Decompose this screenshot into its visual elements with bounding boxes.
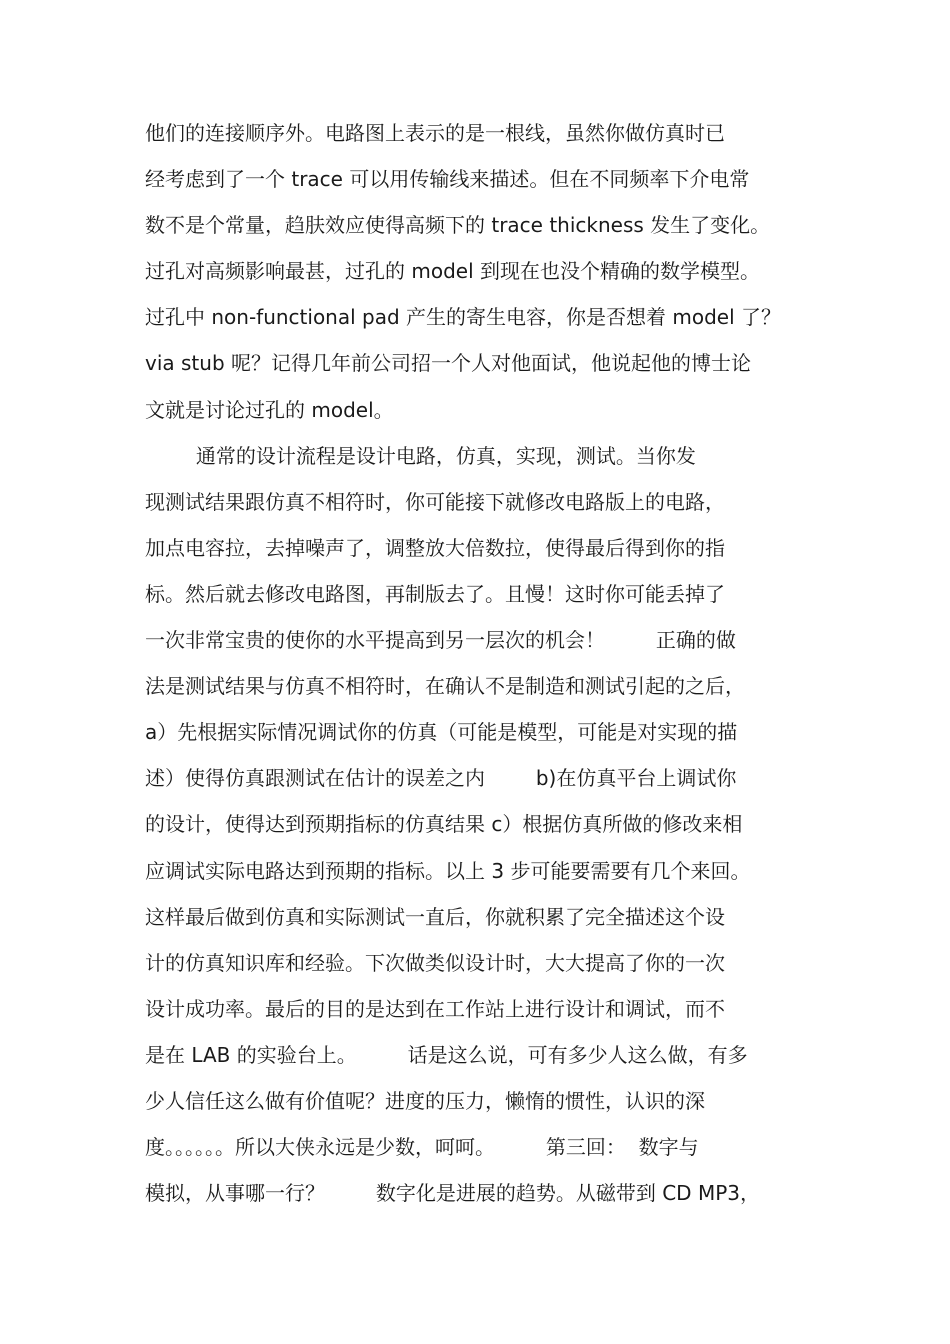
text-line: 过孔中 non-functional pad 产生的寄生电容，你是否想着 model 了？: [145, 305, 782, 330]
text-line: 是在 LAB 的实验台上。 话是这么说，可有多少人这么做，有多: [145, 1042, 748, 1067]
text-line: 他们的连接顺序外。电路图上表示的是一根线，虽然你做仿真时已: [145, 121, 725, 145]
text-line: 过孔对高频影响最甚，过孔的 model 到现在也没个精确的数学模型。: [145, 259, 760, 284]
text-line: 少人信任这么做有价值呢？进度的压力，懒惰的惯性，认识的深: [145, 1088, 705, 1113]
text-line: via stub 呢？记得几年前公司招一个人对他面试，他说起他的博士论: [145, 351, 751, 376]
text-line: 的设计，使得达到预期指标的仿真结果 c）根据仿真所做的修改来相: [145, 812, 743, 837]
text-line: 应调试实际电路达到预期的指标。以上 3 步可能要需要有几个来回。: [145, 858, 751, 883]
text-line: 述）使得仿真跟测试在估计的误差之内 b)在仿真平台上调试你: [145, 766, 737, 791]
text-line: a）先根据实际情况调试你的仿真（可能是模型，可能是对实现的描: [145, 720, 738, 745]
text-line: 设计成功率。最后的目的是达到在工作站上进行设计和调试，而不: [145, 996, 725, 1021]
text-line: 计的仿真知识库和经验。下次做类似设计时，大大提高了你的一次: [145, 950, 725, 975]
text-line: 经考虑到了一个 trace 可以用传输线来描述。但在不同频率下介电常: [145, 167, 750, 192]
text-line: 现测试结果跟仿真不相符时，你可能接下就修改电路版上的电路，: [145, 489, 725, 514]
text-line: 度。。。。。。所以大侠永远是少数，呵呵。 第三回： 数字与: [145, 1135, 699, 1160]
text-line: 标。然后就去修改电路图，再制版去了。且慢！这时你可能丢掉了: [145, 581, 725, 606]
text-line: 数不是个常量，趋肤效应使得高频下的 trace thickness 发生了变化。: [145, 213, 771, 238]
text-line: 一次非常宝贵的使你的水平提高到另一层次的机会！ 正确的做: [145, 628, 736, 653]
text-line: 文就是讨论过孔的 model。: [145, 397, 394, 422]
text-line: 这样最后做到仿真和实际测试一直后，你就积累了完全描述这个设: [145, 904, 725, 929]
body-text: [145, 110, 825, 1216]
text-line: 通常的设计流程是设计电路，仿真，实现，测试。当你发: [145, 443, 696, 468]
text-line: 加点电容拉，去掉噪声了，调整放大倍数拉，使得最后得到你的指: [145, 535, 725, 560]
text-line: 模拟，从事哪一行？ 数字化是进展的趋势。从磁带到 CD MP3，: [145, 1181, 760, 1206]
text-line: 法是测试结果与仿真不相符时，在确认不是制造和测试引起的之后，: [145, 674, 745, 699]
